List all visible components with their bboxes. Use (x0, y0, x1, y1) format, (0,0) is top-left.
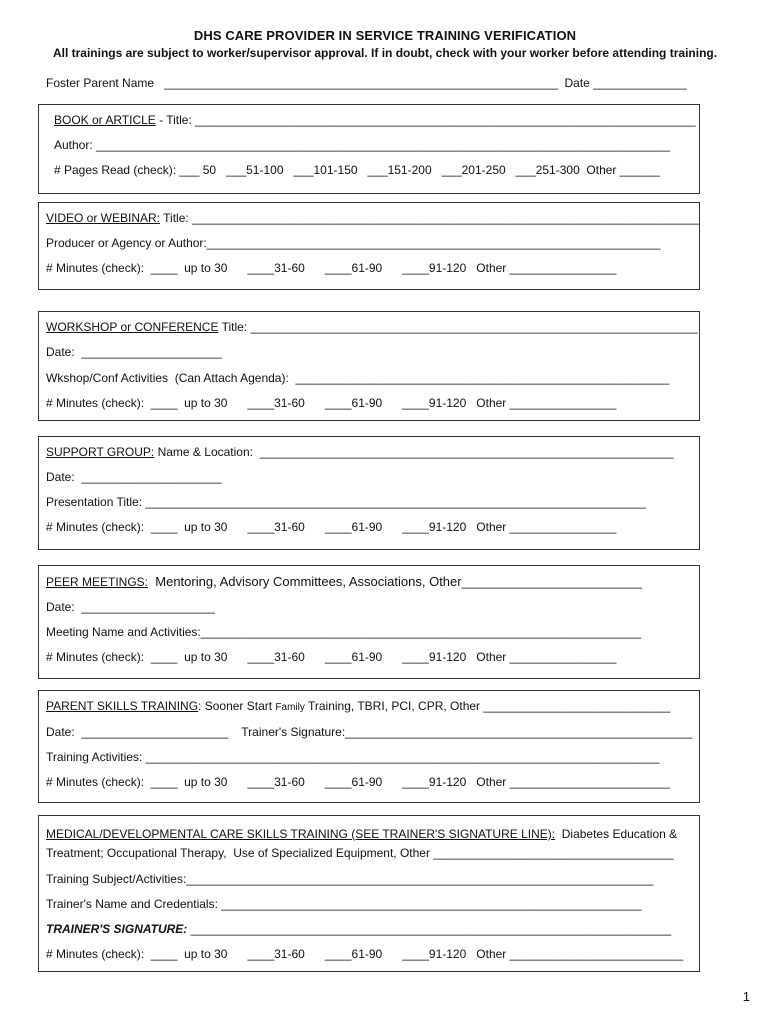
support-name-field[interactable]: Name & Location: ______________________________________________________________ (154, 445, 674, 459)
foster-parent-name-field[interactable]: ___________________________________________________________ (164, 76, 558, 90)
support-group-section (38, 436, 700, 550)
video-title-line[interactable] (46, 211, 699, 226)
book-author-field[interactable]: Author: ______________________________________________________________________________________ (54, 138, 670, 152)
page-subtitle: All trainings are subject to worker/supervisor approval. If in doubt, check with your worker before attending training. (52, 46, 718, 60)
date-label: Date (564, 76, 590, 90)
peer-heading-line[interactable] (46, 574, 642, 590)
medical-trainer-field[interactable]: Trainer's Name and Credentials: _______________________________________________________________ (46, 897, 642, 911)
date-field[interactable]: ______________ (593, 76, 687, 90)
medical-signature-line[interactable] (46, 922, 671, 937)
trainer-signature-label: TRAINER'S SIGNATURE: (46, 922, 188, 936)
workshop-title-line[interactable] (46, 320, 698, 335)
trainer-signature-field[interactable]: ________________________________________________________________________ (187, 922, 672, 936)
video-heading: VIDEO or WEBINAR: (46, 211, 161, 225)
medical-subject-field[interactable]: Training Subject/Activities:______________________________________________________________________ (46, 872, 654, 886)
book-title-line[interactable] (54, 113, 696, 128)
foster-parent-label: Foster Parent Name (46, 76, 155, 90)
book-article-section (38, 104, 700, 194)
workshop-heading: WORKSHOP or CONFERENCE (46, 320, 219, 334)
support-name-line[interactable] (46, 445, 673, 460)
peer-other-field[interactable]: ___________________________ (461, 575, 642, 589)
medical-minutes-line[interactable]: # Minutes (check): ____ up to 30 ____31-60 ____61-90 ____91-120 Other __________________________ (46, 947, 684, 961)
parent-desc-family: Family (275, 702, 305, 713)
book-title-field[interactable]: ___________________________________________________________________________ (195, 113, 696, 127)
book-title-label: - Title: (155, 113, 196, 127)
video-minutes-line[interactable]: # Minutes (check): ____ up to 30 ____31-60 ____61-90 ____91-120 Other ________________ (46, 261, 617, 275)
book-heading: BOOK or ARTICLE (54, 113, 156, 127)
book-pages-line[interactable]: # Pages Read (check): ___ 50 ___51-100 ___101-150 ___151-200 ___201-250 ___251-300 Other ______ (54, 163, 660, 177)
page-title: DHS CARE PROVIDER IN SERVICE TRAINING VERIFICATION (193, 28, 577, 43)
medical-heading-line (46, 827, 677, 842)
workshop-date-field[interactable]: Date: _____________________ (46, 345, 222, 359)
peer-meeting-field[interactable]: Meeting Name and Activities:__________________________________________________________________ (46, 625, 642, 639)
peer-meetings-section (38, 565, 700, 679)
video-webinar-section (38, 202, 700, 290)
peer-date-field[interactable]: Date: ____________________ (46, 600, 215, 614)
parent-activities-field[interactable]: Training Activities: _____________________________________________________________________________ (46, 750, 660, 764)
support-date-field[interactable]: Date: _____________________ (46, 470, 222, 484)
workshop-activities-field[interactable]: Wkshop/Conf Activities (Can Attach Agenda): ________________________________________________________ (46, 371, 670, 385)
page-number: 1 (742, 989, 750, 1004)
video-producer-field[interactable]: Producer or Agency or Author:____________________________________________________________________ (46, 236, 661, 250)
support-heading: SUPPORT GROUP: (46, 445, 155, 459)
parent-desc-2[interactable]: Training, TBRI, PCI, CPR, Other ____________________________ (304, 699, 671, 713)
medical-desc-1: Diabetes Education & (555, 827, 678, 841)
parent-desc-1: : Sooner Start (198, 699, 276, 713)
support-minutes-line[interactable]: # Minutes (check): ____ up to 30 ____31-60 ____61-90 ____91-120 Other ________________ (46, 520, 617, 534)
parent-heading: PARENT SKILLS TRAINING (46, 699, 199, 713)
medical-desc-2[interactable]: Treatment; Occupational Therapy, Use of Specialized Equipment, Other ____________________________________ (46, 846, 674, 860)
peer-heading: PEER MEETINGS: (46, 575, 149, 589)
support-presentation-field[interactable]: Presentation Title: ___________________________________________________________________________ (46, 495, 646, 509)
parent-minutes-line[interactable]: # Minutes (check): ____ up to 30 ____31-60 ____61-90 ____91-120 Other ________________________ (46, 775, 670, 789)
video-title-field[interactable]: Title: ____________________________________________________________________________ (160, 211, 700, 225)
peer-minutes-line[interactable]: # Minutes (check): ____ up to 30 ____31-60 ____61-90 ____91-120 Other ________________ (46, 650, 617, 664)
workshop-title-field[interactable]: Title: ___________________________________________________________________ (218, 320, 698, 334)
parent-heading-line[interactable] (46, 699, 670, 715)
parent-skills-section (38, 690, 700, 803)
workshop-minutes-line[interactable]: # Minutes (check): ____ up to 30 ____31-60 ____61-90 ____91-120 Other ________________ (46, 396, 617, 410)
workshop-section (38, 311, 700, 421)
peer-description: Mentoring, Advisory Committees, Associations, Other (148, 574, 462, 589)
medical-heading: MEDICAL/DEVELOPMENTAL CARE SKILLS TRAINING (SEE TRAINER'S SIGNATURE LINE): (46, 827, 556, 841)
parent-date-signature-line[interactable]: Date: ______________________ Trainer's Signature:____________________________________________________ (46, 725, 693, 739)
foster-parent-row[interactable] (46, 76, 687, 90)
medical-section (38, 815, 700, 972)
